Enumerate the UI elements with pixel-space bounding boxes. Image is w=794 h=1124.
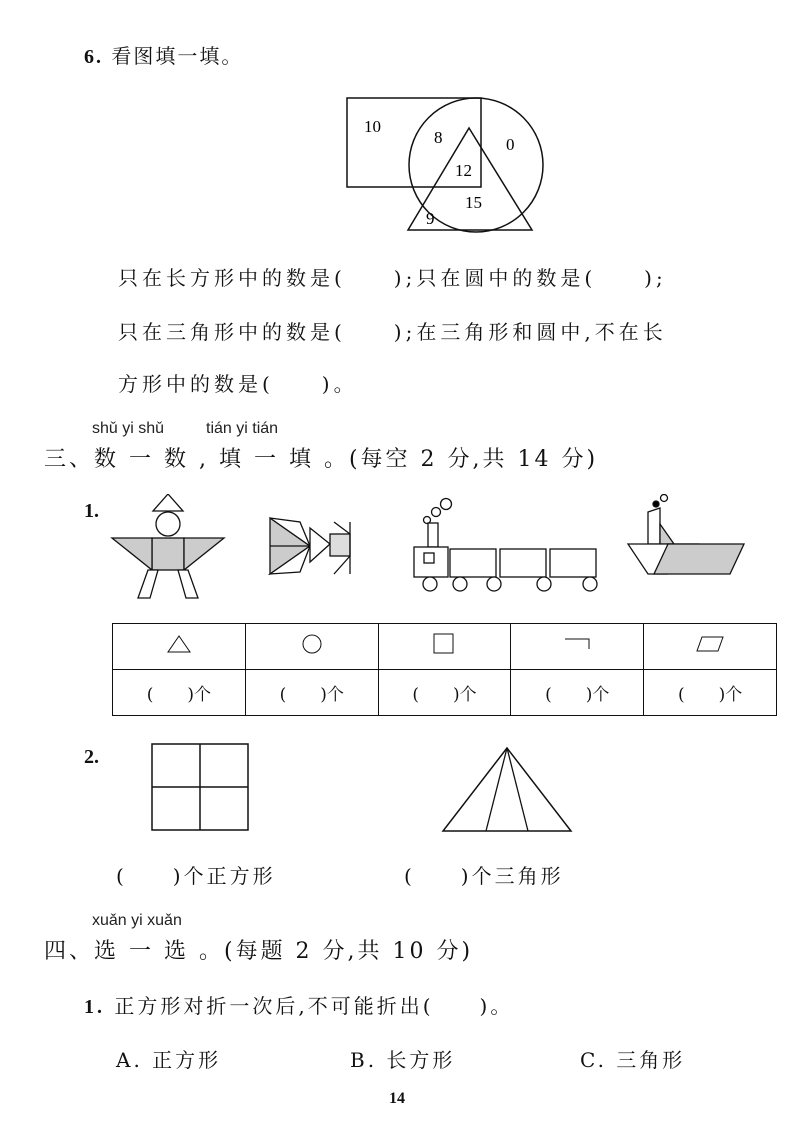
shape-count-table [112, 623, 777, 716]
section4-pinyin: xuǎn yi xuǎn [92, 912, 182, 929]
square-icon [433, 633, 455, 655]
venn-label: 10 [364, 117, 381, 136]
venn-diagram [330, 90, 560, 240]
section3-title: 三、数 一 数 , 填 一 填 。(每空 2 分,共 14 分) [44, 447, 599, 472]
answer-blank[interactable]: ( )个 [644, 670, 777, 716]
boat-figure [628, 495, 744, 575]
answer-blank[interactable]: ( )个 [511, 670, 644, 716]
venn-label: 0 [506, 135, 515, 154]
triangle-icon [167, 635, 191, 653]
circle-icon [301, 634, 323, 654]
q4-1-question: 1. 正方形对折一次后,不可能折出( )。 [84, 994, 514, 1018]
venn-label: 12 [455, 161, 472, 180]
figures-illustration [108, 494, 752, 606]
section3-pinyin-a: shǔ yi shǔ [92, 420, 165, 437]
fish-figure [270, 518, 350, 574]
section4-title: 四、选 一 选 。(每题 2 分,共 10 分) [44, 939, 474, 964]
table-row [113, 670, 777, 716]
q6-line-2: 只在三角形中的数是( );在三角形和圆中,不在长 [118, 320, 667, 344]
robot-figure [112, 494, 224, 598]
venn-label: 9 [426, 209, 435, 228]
train-figure [414, 499, 597, 592]
section3-pinyin-b: tián yi tián [206, 420, 279, 437]
page-number: 14 [389, 1090, 405, 1107]
venn-label: 15 [465, 193, 482, 212]
answer-blank[interactable]: ( )个 [378, 670, 511, 716]
table-cell [113, 624, 246, 670]
table-row [113, 624, 777, 670]
question-6-title: 6. 看图填一填。 [84, 44, 244, 68]
answer-squares[interactable]: ( )个正方形 [116, 864, 276, 888]
square-grid-figure [150, 742, 252, 832]
option-b[interactable]: B. 长方形 [350, 1048, 456, 1072]
q6-line-1: 只在长方形中的数是( );只在圆中的数是( ); [118, 266, 667, 290]
q3-1-number: 1. [84, 500, 99, 522]
q3-2-number: 2. [84, 746, 99, 768]
venn-label: 8 [434, 128, 443, 147]
q6-line-3: 方形中的数是( )。 [118, 372, 358, 396]
parallelogram-icon [695, 635, 725, 653]
table-cell [511, 624, 644, 670]
answer-blank[interactable]: ( )个 [113, 670, 246, 716]
option-c[interactable]: C. 三角形 [580, 1048, 686, 1072]
answer-triangles[interactable]: ( )个三角形 [404, 864, 564, 888]
triangle-fan-figure [440, 746, 574, 834]
table-cell [245, 624, 378, 670]
answer-blank[interactable]: ( )个 [245, 670, 378, 716]
option-a[interactable]: A. 正方形 [116, 1048, 222, 1072]
table-cell [644, 624, 777, 670]
right-angle-icon [563, 636, 591, 652]
table-cell [378, 624, 511, 670]
